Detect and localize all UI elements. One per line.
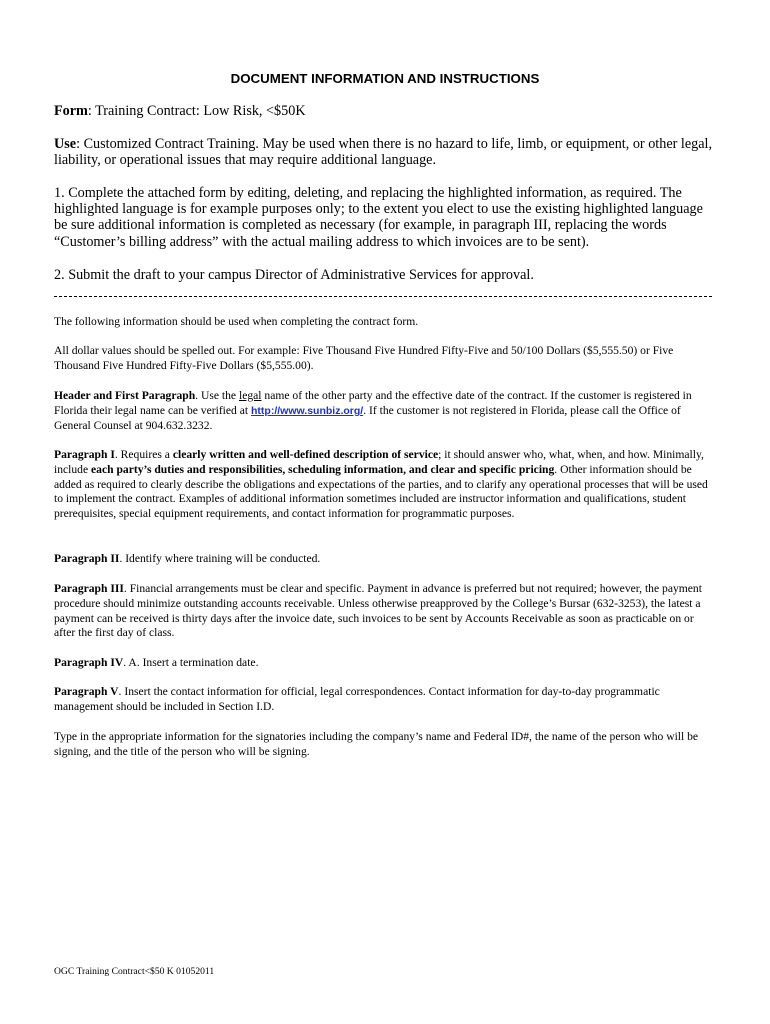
para-iii-label: Paragraph III [54,582,124,595]
para-i-text-c: . Other information should be added as required to clearly describe the obligations and expectations of the parties, and to clarify any operational processes that will be used to implement the contract. Examples of additional information sometimes included are instructor information and qualifications, student prerequisites, special equipment requirements, and contact information for programmatic purposes. [54,462,708,521]
paragraph-ii [54,552,714,567]
instruction-step-2-text: 2. Submit the draft to your campus Director of Administrative Services for approval. [54,267,534,283]
para-ii-label: Paragraph II [54,552,120,565]
use-text: : Customized Contract Training. May be used when there is no hazard to life, limb, or equipment, or other legal, liability, or operational issues that may require additional language. [54,136,713,169]
instruction-step-2 [54,267,714,283]
para-i-text-b: ; it should answer who, what, when, and how. Minimally, include [54,448,704,476]
instruction-step-1 [54,185,714,250]
dollar-note-text: All dollar values should be spelled out. For example: Five Thousand Five Hundred Fifty-Five and 50/100 Dollars ($5,555.50) or Five Thousand Five Hundred Fifty-Five Dollars ($5,555.00). [54,344,674,372]
form-label: Form [54,103,88,119]
paragraph-i [54,448,714,522]
para-v-text: . Insert the contact information for official, legal correspondences. Contact information for day-to-day programmatic management should be included in Section I.D. [54,685,660,713]
paragraph-v [54,685,714,715]
para-ii-text: . Identify where training will be conducted. [119,552,321,565]
header-para-text-a: . Use the [195,389,239,402]
para-i-label: Paragraph I [54,448,115,461]
header-para-text-b: name of the other party and the effective date of the contract. If the customer is registered in Florida their legal name can be verified at [54,389,692,417]
para-iv-label: Paragraph IV [54,656,124,669]
use-label: Use [54,136,77,152]
signatories-paragraph [54,730,714,760]
dashed-divider [54,296,712,297]
document-title: DOCUMENT INFORMATION AND INSTRUCTIONS [230,71,540,86]
dollar-note-paragraph [54,344,714,374]
intro-paragraph [54,315,714,330]
signatories-text: Type in the appropriate information for the signatories including the company’s name and Federal ID#, the name of the person who will be signing, and the title of the person who will be signing. [54,730,699,758]
intro-text: The following information should be used when completing the contract form. [54,315,419,328]
para-i-bold-b: each party’s duties and responsibilities, scheduling information, and clear and specific pricing [91,462,555,476]
paragraph-iii [54,582,714,641]
use-paragraph [54,136,714,168]
document-footer: OGC Training Contract<$50 K 01052011 [54,966,215,977]
para-iii-text: . Financial arrangements must be clear and specific. Payment in advance is preferred but not required; however, the payment procedure should minimize outstanding accounts receivable. Unless otherwise preapproved by the College’s Bursar (632-3253), the latest a payment can be received is thirty days after the invoice date, such invoices to be sent by Accounts Receivable as soon as practicable on or after the first day of class. [54,582,702,640]
para-i-bold-a: clearly written and well-defined description of service [172,448,439,461]
form-text: : Training Contract: Low Risk, <$50K [87,103,306,119]
para-i-text-a: . Requires a [114,448,173,461]
header-para-label: Header and First Paragraph [54,389,196,402]
para-v-label: Paragraph V [54,685,119,698]
legal-underlined: legal [238,389,262,402]
para-iv-text: . A. Insert a termination date. [123,656,259,669]
header-para-text-c: . If the customer is not registered in Florida, please call the Office of General Counsel at 904.632.3232. [54,403,681,432]
form-line [54,103,714,119]
sunbiz-link[interactable]: http://www.sunbiz.org/ [251,404,364,417]
instruction-step-1-text: 1. Complete the attached form by editing, deleting, and replacing the highlighted information, as required. The highlighted language is for example purposes only; to the extent you elect to use the existing highlighted language be sure additional information is completed as necessary (for example, in paragraph III, replacing the words “Customer’s billing address” with the actual mailing address to which invoices are to be sent). [54,185,703,250]
paragraph-iv [54,656,714,671]
header-first-paragraph [54,389,714,433]
